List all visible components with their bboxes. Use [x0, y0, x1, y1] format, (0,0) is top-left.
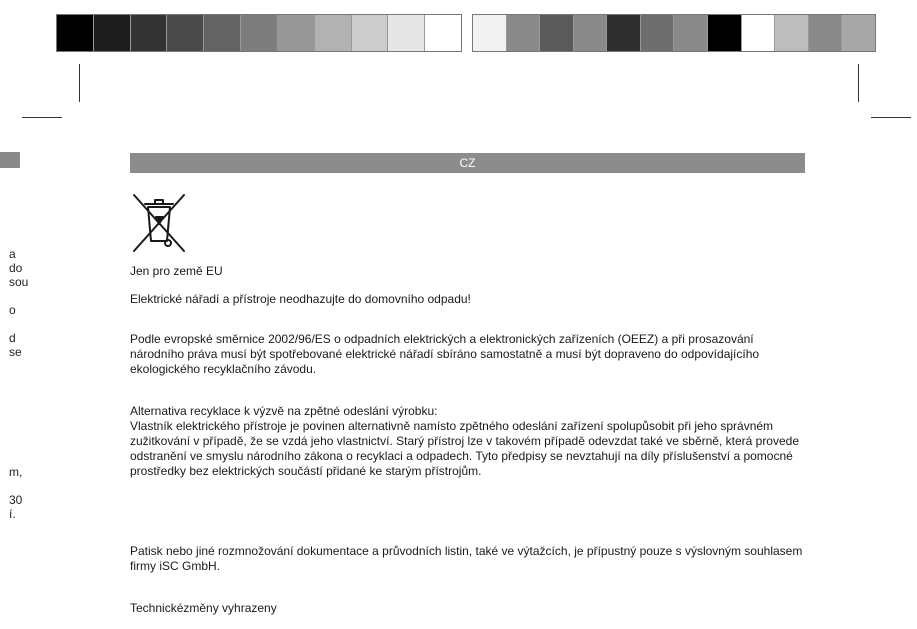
- recycling-alternative-title: Alternativa recyklace k výzvě na zpětné odeslání výrobku:: [130, 404, 438, 418]
- gray-swatch: [842, 15, 875, 51]
- gray-swatch: [241, 15, 278, 51]
- directive-paragraph: Podle evropské směrnice 2002/96/ES o odpadních elektrických a elektronických zařízeních (OEEZ) a při prosazování národního práva musí být spotřebované elektrické nářadí sbíráno samostatně a musí být dopraveno do odpovídajícího ekologického recyklačního závodu.: [130, 332, 760, 376]
- left-page-fragment: se: [9, 345, 22, 359]
- gray-swatch: [674, 15, 708, 51]
- gray-swatch: [94, 15, 131, 51]
- grayscale-calibration-strip-right: [472, 14, 876, 52]
- language-code: CZ: [459, 156, 476, 170]
- left-page-fragment: d: [9, 331, 16, 345]
- crop-mark-horizontal-right: [871, 117, 911, 118]
- recycling-alternative-section: [130, 404, 810, 479]
- gray-swatch: [352, 15, 389, 51]
- gray-swatch: [775, 15, 809, 51]
- gray-swatch: [204, 15, 241, 51]
- gray-swatch: [167, 15, 204, 51]
- disposal-warning: Elektrické nářadí a přístroje neodhazujte do domovního odpadu!: [130, 292, 471, 306]
- left-page-fragment: sou: [9, 275, 29, 289]
- left-page-fragment: do: [9, 261, 23, 275]
- gray-swatch: [574, 15, 608, 51]
- gray-swatch: [131, 15, 168, 51]
- gray-swatch: [809, 15, 843, 51]
- gray-swatch: [641, 15, 675, 51]
- gray-swatch: [708, 15, 742, 51]
- gray-swatch: [540, 15, 574, 51]
- left-page-fragment: a: [9, 247, 16, 261]
- gray-swatch: [278, 15, 315, 51]
- crossed-out-wheelie-bin-icon: [128, 191, 190, 255]
- gray-swatch: [507, 15, 541, 51]
- gray-swatch: [388, 15, 425, 51]
- crop-mark-horizontal-left: [22, 117, 62, 118]
- copyright-notice: Patisk nebo jiné rozmnožování dokumentace a průvodních listin, také ve výtažcích, je přípustný pouze s výslovným souhlasem firmy iSC GmbH.: [130, 544, 803, 573]
- technical-changes-note: Technickézměny vyhrazeny: [130, 601, 277, 615]
- left-page-fragment: í.: [9, 507, 16, 521]
- gray-swatch: [315, 15, 352, 51]
- language-header-bar: [130, 153, 805, 173]
- eu-only-note: Jen pro země EU: [130, 264, 223, 278]
- recycling-alternative-paragraph: Vlastník elektrického přístroje je povinen alternativně namísto zpětného odeslání zařízení spolupůsobit při jeho správném zužitkování v případě, že se vzdá jeho vlastnictví. Starý přístroj lze v takovém případě odevzdat také ve sběrně, která provede odstranění ve smyslu národního zákona o recyklaci a odpadech. Tyto předpisy se nevztahují na díly příslušenství a pomocné prostředky bez elektrických součástí přidané ke starým přístrojům.: [130, 419, 800, 478]
- gray-swatch: [425, 15, 461, 51]
- gray-swatch: [473, 15, 507, 51]
- gray-swatch: [607, 15, 641, 51]
- gray-swatch: [57, 15, 94, 51]
- left-page-fragment: m,: [9, 465, 23, 479]
- gray-swatch: [742, 15, 776, 51]
- crop-mark-vertical-right: [858, 64, 859, 102]
- left-page-section-bar: [0, 152, 20, 168]
- left-page-fragment: 30: [9, 493, 23, 507]
- left-page-fragment: o: [9, 303, 16, 317]
- crop-mark-vertical-left: [79, 64, 80, 102]
- grayscale-calibration-strip-left: [56, 14, 462, 52]
